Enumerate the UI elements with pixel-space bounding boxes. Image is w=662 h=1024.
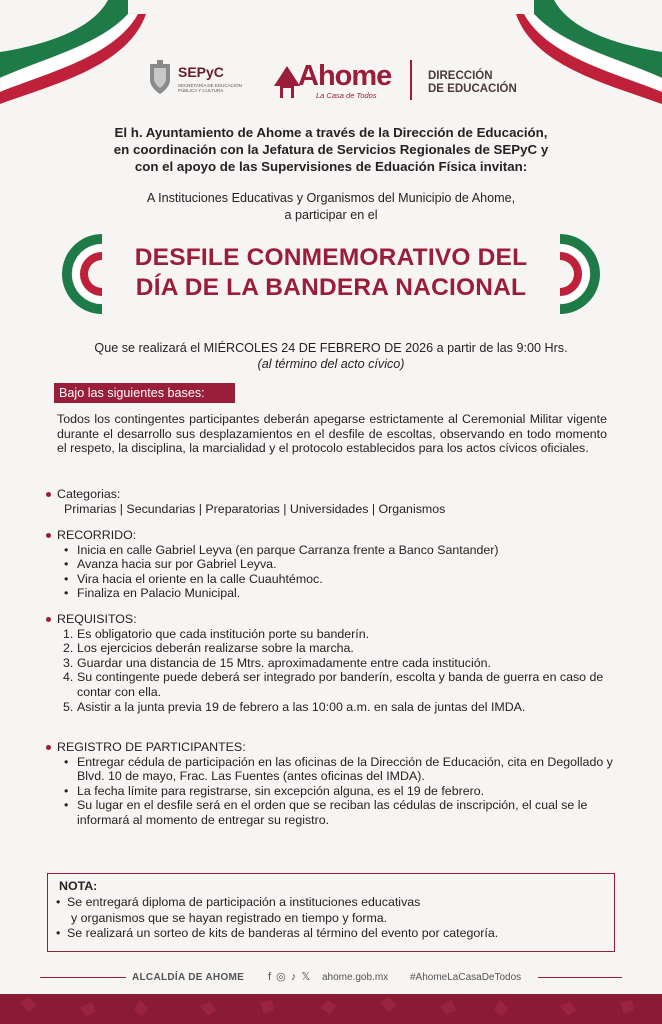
- footer-alcaldia: ALCALDÍA DE AHOME: [132, 972, 245, 983]
- categorias-section: [44, 487, 614, 516]
- list-item: • Vira hacia el oriente en la calle Cuauhtémoc.: [44, 572, 614, 587]
- item-number: 4.: [63, 670, 74, 685]
- footer: [0, 969, 662, 987]
- direccion-educacion-label: [428, 70, 517, 96]
- item-text: Los ejercicios deberán realizarse sobre la marcha.: [77, 641, 354, 656]
- header-divider: [410, 60, 412, 100]
- sepyc-logo-text: SEPyC: [178, 64, 224, 80]
- item-number: 3.: [63, 655, 74, 670]
- dir-line1: DIRECCIÓN: [428, 70, 493, 82]
- nota-box: [47, 873, 615, 952]
- header-logos: [0, 58, 662, 108]
- item-text: Asistir a la junta previa 19 de febrero a las 10:00 a.m. en sala de juntas del IMDA.: [77, 699, 526, 714]
- registro-heading: REGISTRO DE PARTICIPANTES:: [44, 740, 614, 755]
- nota-item: [56, 895, 606, 926]
- list-item: • Avanza hacia sur por Gabriel Leyva.: [44, 557, 614, 572]
- footer-website-link[interactable]: ahome.gob.mx: [322, 972, 389, 983]
- requisitos-heading: REQUISITOS:: [44, 612, 614, 627]
- event-title: [90, 243, 572, 303]
- footer-hashtag: #AhomeLaCasaDeTodos: [410, 972, 522, 983]
- dir-line2: DE EDUCACIÓN: [428, 83, 517, 95]
- recorrido-section: [44, 528, 614, 601]
- categorias-list: Primarias | Secundarias | Preparatorias | Universidades | Organismos: [64, 501, 446, 516]
- item-number: 1.: [63, 626, 74, 641]
- band-pattern-icon: [0, 994, 662, 1024]
- intro-paragraph: [40, 124, 622, 175]
- event-date-note: (al término del acto cívico): [257, 357, 405, 371]
- ahome-tagline: La Casa de Todos: [316, 91, 377, 100]
- list-item: [44, 700, 614, 715]
- list-item: [44, 627, 614, 642]
- list-item: • Su lugar en el desfile será en el orden que se reciban las cédulas de inscripción, el cual se le informará al momento de entregar su registro.: [44, 798, 614, 827]
- item-number: 2.: [63, 641, 74, 656]
- item-text: Guardar una distancia de 15 Mtrs. aproximadamente entre cada institución.: [77, 655, 491, 670]
- registro-section: [44, 740, 614, 828]
- bases-label: Bajo las siguientes bases:: [54, 383, 235, 403]
- nota-line: • Se entregará diploma de participación a instituciones educativas: [67, 895, 421, 909]
- requisitos-section: [44, 612, 614, 714]
- nota-line: y organismos que se hayan registrado en tiempo y forma.: [71, 910, 388, 925]
- list-item: [44, 670, 614, 699]
- bases-text: Todos los contingentes participantes deberán apegarse estrictamente al Ceremonial Militar vigente durante el desarrollo sus desplazamientos en el desfile de escoltas, observando en todo momento el respeto, la disciplina, la marcialidad y el protocolo establecidos para los actos cívicos oficiales.: [57, 412, 607, 455]
- nota-title: NOTA:: [59, 879, 98, 893]
- item-number: 5.: [63, 699, 74, 714]
- recorrido-heading: RECORRIDO:: [44, 528, 614, 543]
- intro-line: en coordinación con la Jefatura de Servicios Regionales de SEPyC y: [113, 142, 549, 157]
- intro-line: con el apoyo de las Supervisiones de Eduación Física invitan:: [134, 159, 528, 174]
- list-item: • Entregar cédula de participación en las oficinas de la Dirección de Educación, cita en Degollado y Blvd. 10 de mayo, Frac. Las Fuentes (antes oficinas del IMDA).: [44, 755, 614, 784]
- sub-intro: [40, 190, 622, 224]
- item-text: Su contingente puede deberá ser integrado por banderín, escolta y banda de guerra en caso de contar con ella.: [77, 670, 604, 699]
- sepyc-shield-icon: [148, 60, 172, 96]
- list-item: [44, 656, 614, 671]
- social-icons[interactable]: f ◎ ♪ 𝕏: [268, 971, 312, 983]
- bottom-decorative-band: [0, 994, 662, 1024]
- list-item: [44, 641, 614, 656]
- title-line: DÍA DE LA BANDERA NACIONAL: [135, 274, 527, 301]
- list-item: • La fecha límite para registrarse, sin excepción alguna, es el 19 de febrero.: [44, 784, 614, 799]
- event-date: Que se realizará el MIÉRCOLES 24 DE FEBRERO DE 2026 a partir de las 9:00 Hrs.: [94, 341, 568, 355]
- ahome-logo-text: Ahome: [298, 60, 392, 92]
- title-line: DESFILE CONMEMORATIVO DEL: [134, 244, 528, 271]
- sub-intro-line: A Instituciones Educativas y Organismos del Municipio de Ahome,: [146, 191, 516, 205]
- sub-intro-line: a participar en el: [284, 208, 378, 222]
- list-item: • Finaliza en Palacio Municipal.: [44, 586, 614, 601]
- nota-item: • Se realizará un sorteo de kits de banderas al término del evento por categoría.: [56, 926, 606, 942]
- list-item: • Inicia en calle Gabriel Leyva (en parque Carranza frente a Banco Santander): [44, 543, 614, 558]
- categorias-heading: Categorias:: [44, 487, 614, 502]
- item-text: Es obligatorio que cada institución porte su banderín.: [77, 626, 370, 641]
- intro-line: El h. Ayuntamiento de Ahome a través de la Dirección de Educación,: [114, 125, 548, 140]
- sepyc-subtitle: SECRETARÍA DE EDUCACIÓN PÚBLICA Y CULTURA: [178, 83, 242, 93]
